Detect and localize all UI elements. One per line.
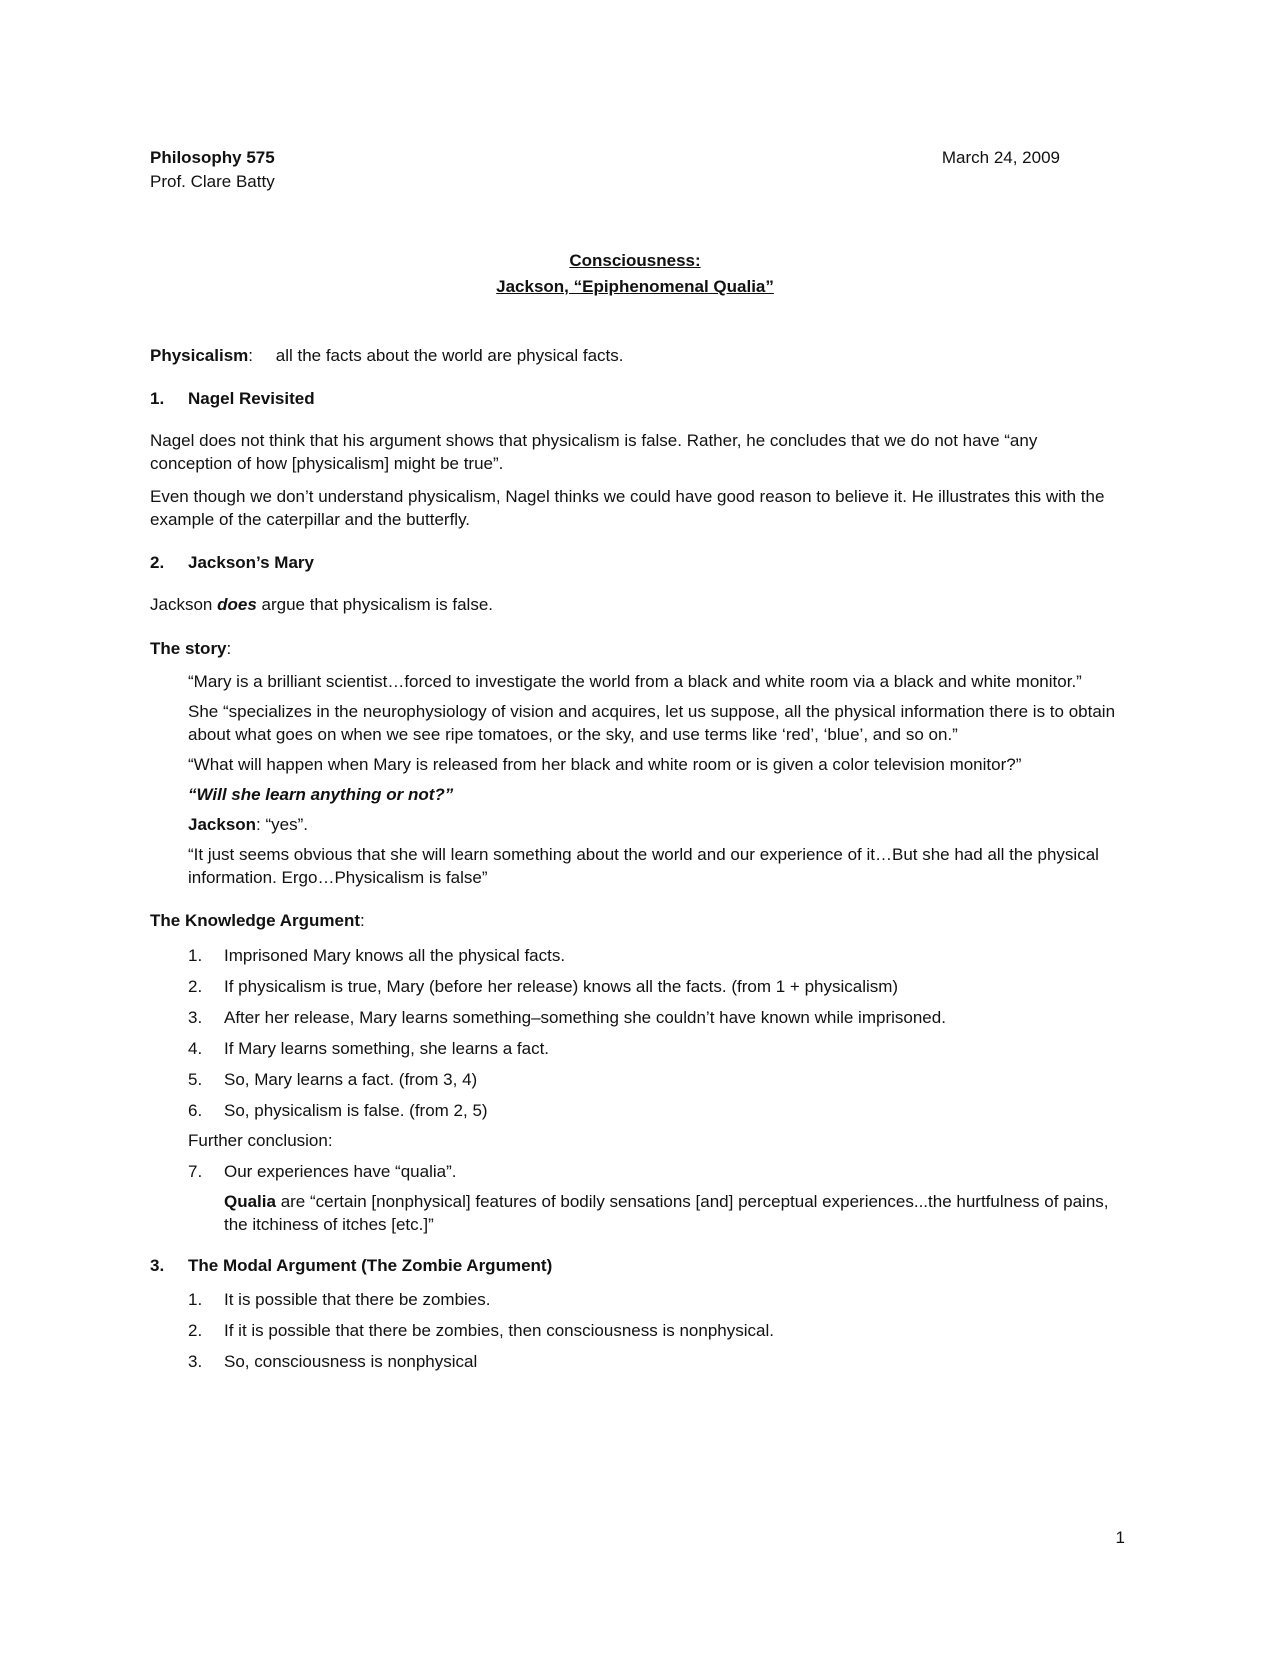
story-label-line bbox=[150, 637, 1120, 660]
step-text: So, Mary learns a fact. (from 3, 4) bbox=[224, 1070, 478, 1089]
document-title bbox=[150, 248, 1120, 300]
list-item bbox=[188, 1319, 1120, 1342]
section-3-title: The Modal Argument (The Zombie Argument) bbox=[188, 1256, 553, 1275]
list-item bbox=[188, 1068, 1120, 1091]
section-1-title: Nagel Revisited bbox=[188, 389, 315, 408]
intro-text-after: argue that physicalism is false. bbox=[256, 595, 493, 614]
physicalism-definition bbox=[150, 344, 1120, 367]
list-item bbox=[188, 1160, 1120, 1183]
story-colon: : bbox=[226, 639, 232, 658]
section-1-paragraph-2: Even though we don’t understand physicalism, Nagel thinks we could have good reason to believe it. He illustrates this with the example of the caterpillar and the butterfly. bbox=[150, 487, 1105, 529]
document-date: March 24, 2009 bbox=[941, 148, 1060, 167]
step-number: 3. bbox=[188, 1008, 203, 1027]
document-header bbox=[150, 146, 1120, 194]
step-text: It is possible that there be zombies. bbox=[224, 1290, 491, 1309]
step-number: 2. bbox=[188, 1321, 203, 1340]
course-name: Philosophy 575 bbox=[150, 148, 275, 167]
step-number: 1. bbox=[188, 946, 203, 965]
section-1-number: 1. bbox=[150, 389, 165, 408]
step-number: 7. bbox=[188, 1162, 203, 1181]
intro-text-before: Jackson bbox=[150, 595, 218, 614]
story-quote-3: “What will happen when Mary is released from her black and white room or is given a color television monitor?” bbox=[188, 755, 1022, 774]
jackson-answer bbox=[188, 813, 1120, 836]
step-text: So, physicalism is false. (from 2, 5) bbox=[224, 1101, 488, 1120]
knowledge-argument-steps bbox=[150, 944, 1120, 1122]
title-line-2: Jackson, “Epiphenomenal Qualia” bbox=[496, 277, 774, 296]
physicalism-text: all the facts about the world are physical facts. bbox=[275, 346, 624, 365]
step-number: 2. bbox=[188, 977, 203, 996]
section-1-heading bbox=[150, 389, 1120, 409]
list-item bbox=[188, 1350, 1120, 1373]
story-label: The story bbox=[150, 639, 227, 658]
jackson-label: Jackson bbox=[188, 815, 257, 834]
section-3-number: 3. bbox=[150, 1256, 165, 1275]
step-text: Imprisoned Mary knows all the physical facts. bbox=[224, 946, 566, 965]
list-item bbox=[188, 1006, 1120, 1029]
story-quote-2: She “specializes in the neurophysiology of vision and acquires, let us suppose, all the physical information there is to obtain about what goes on when we see ripe tomatoes, or the sky, and use terms like ‘red’, ‘blue’, and so on.” bbox=[188, 702, 1116, 744]
step-text: So, consciousness is nonphysical bbox=[224, 1352, 478, 1371]
story-quotes bbox=[150, 670, 1120, 889]
qualia-label: Qualia bbox=[224, 1192, 276, 1211]
step-text: After her release, Mary learns something–something she couldn’t have known while imprisoned. bbox=[224, 1008, 946, 1027]
document-page bbox=[150, 146, 1120, 1373]
story-quote-4: “It just seems obvious that she will learn something about the world and our experience of it…But she had all the physical information. Ergo…Physicalism is false” bbox=[188, 845, 1099, 887]
list-item bbox=[188, 1099, 1120, 1122]
modal-argument-steps bbox=[150, 1288, 1120, 1373]
knowledge-argument-label-line bbox=[150, 909, 1120, 932]
list-item bbox=[188, 1037, 1120, 1060]
section-2-heading bbox=[150, 553, 1120, 573]
section-2-number: 2. bbox=[150, 553, 165, 572]
list-item bbox=[188, 944, 1120, 967]
jackson-answer-text: : “yes”. bbox=[256, 815, 308, 834]
step-number: 5. bbox=[188, 1070, 203, 1089]
section-2-title: Jackson’s Mary bbox=[188, 553, 314, 572]
title-line-1: Consciousness: bbox=[569, 251, 701, 270]
story-quote-1: “Mary is a brilliant scientist…forced to investigate the world from a black and white room via a black and white monitor.” bbox=[188, 672, 1082, 691]
story-question: “Will she learn anything or not?” bbox=[188, 785, 454, 804]
step-number: 4. bbox=[188, 1039, 203, 1058]
step-number: 1. bbox=[188, 1290, 203, 1309]
step-text: If Mary learns something, she learns a fact. bbox=[224, 1039, 550, 1058]
page-number: 1 bbox=[1115, 1528, 1125, 1547]
physicalism-label: Physicalism bbox=[150, 346, 249, 365]
knowledge-argument-colon: : bbox=[360, 911, 365, 930]
intro-emphasis: does bbox=[217, 595, 257, 614]
knowledge-argument-label: The Knowledge Argument bbox=[150, 911, 360, 930]
header-left bbox=[150, 146, 275, 194]
list-item bbox=[188, 975, 1120, 998]
physicalism-colon: : bbox=[248, 346, 254, 365]
qualia-definition bbox=[188, 1190, 1120, 1236]
step-number: 6. bbox=[188, 1101, 203, 1120]
step-number: 3. bbox=[188, 1352, 203, 1371]
qualia-text: are “certain [nonphysical] features of bodily sensations [and] perceptual experiences...the hurtfulness of pains, the itchiness of itches [etc.]” bbox=[224, 1192, 1109, 1234]
section-1-paragraph-1: Nagel does not think that his argument shows that physicalism is false. Rather, he concludes that we do not have “any conception of how [physicalism] might be true”. bbox=[150, 431, 1038, 473]
step-text: Our experiences have “qualia”. bbox=[224, 1162, 457, 1181]
further-conclusion-steps bbox=[150, 1160, 1120, 1236]
section-3-heading bbox=[150, 1256, 1120, 1276]
further-conclusion-label: Further conclusion: bbox=[188, 1131, 333, 1150]
section-2-intro bbox=[150, 593, 1120, 616]
step-text: If it is possible that there be zombies, then consciousness is nonphysical. bbox=[224, 1321, 774, 1340]
step-text: If physicalism is true, Mary (before her release) knows all the facts. (from 1 + physicalism) bbox=[224, 977, 899, 996]
list-item bbox=[188, 1288, 1120, 1311]
professor-name: Prof. Clare Batty bbox=[150, 172, 275, 191]
